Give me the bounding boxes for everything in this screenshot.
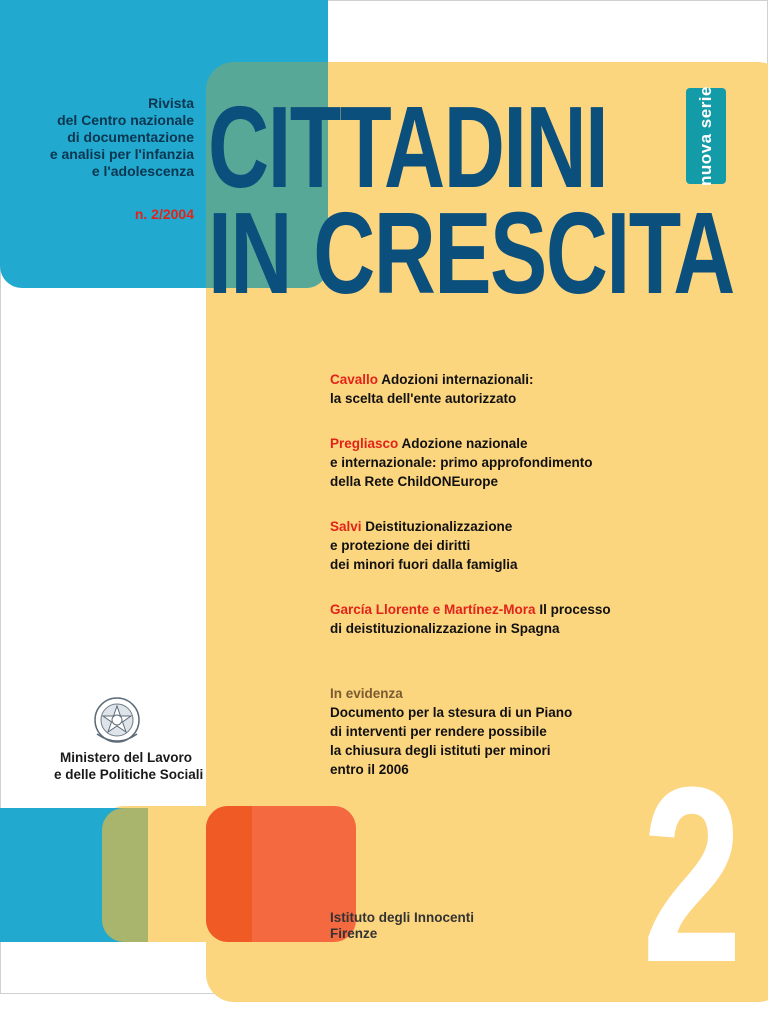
ministry-name — [54, 749, 204, 783]
journal-subtitle — [50, 95, 194, 180]
article-title-part: e protezione dei diritti — [330, 538, 471, 553]
evidenza-line: di interventi per rendere possibile — [330, 724, 547, 739]
article-author: Salvi — [330, 519, 362, 534]
article-entry — [330, 517, 730, 574]
subtitle-line: di documentazione — [67, 129, 194, 145]
article-title-part: Deistituzionalizzazione — [365, 519, 513, 534]
masthead-title-line1: CITTADINI — [208, 82, 608, 212]
article-author: Cavallo — [330, 372, 379, 387]
evidenza-line: Documento per la stesura di un Piano — [330, 705, 573, 720]
article-line — [330, 370, 730, 389]
evidenza-line: la chiusura degli istituti per minori — [330, 743, 551, 758]
article-title-part: Il processo — [539, 602, 611, 617]
ministry-line: e delle Politiche Sociali — [54, 767, 204, 782]
article-title-part: della Rete ChildONEurope — [330, 474, 499, 489]
article-entry — [330, 600, 730, 638]
article-line — [330, 517, 730, 536]
article-entry — [330, 434, 730, 491]
article-author: García Llorente e Martínez-Mora — [330, 602, 536, 617]
publisher-line: Istituto degli Innocenti — [330, 910, 474, 925]
article-title-part: Adozione nazionale — [401, 436, 528, 451]
italian-republic-emblem-icon — [91, 696, 143, 748]
ministry-line: Ministero del Lavoro — [59, 750, 193, 765]
article-entry — [330, 370, 730, 408]
article-title-part: Adozioni internazionali: — [381, 372, 534, 387]
publisher — [330, 910, 474, 942]
article-title-part: la scelta dell'ente autorizzato — [330, 391, 517, 406]
subtitle-line: e analisi per l'infanzia — [49, 146, 194, 162]
big-issue-number: 2 — [642, 735, 743, 1014]
in-evidenza-block — [330, 684, 572, 779]
bottom-dark-orange-overlap — [206, 806, 252, 942]
subtitle-line: del Centro nazionale — [57, 112, 194, 128]
issue-number: n. 2/2004 — [134, 206, 194, 222]
article-title-part: di deistituzionalizzazione in Spagna — [330, 621, 560, 636]
article-line — [330, 600, 730, 619]
article-author: Pregliasco — [330, 436, 399, 451]
masthead-title-line2: IN CRESCITA — [208, 188, 734, 318]
article-list — [330, 370, 730, 664]
nuova-serie-label: nuova serie — [696, 86, 715, 186]
evidenza-line: entro il 2006 — [330, 762, 409, 777]
article-title-part: e internazionale: primo approfondimento — [330, 455, 593, 470]
article-title-part: dei minori fuori dalla famiglia — [330, 557, 518, 572]
publisher-line: Firenze — [330, 926, 378, 941]
bottom-olive-overlap — [102, 808, 148, 942]
in-evidenza-label: In evidenza — [330, 686, 403, 701]
subtitle-line: Rivista — [148, 95, 194, 111]
article-line — [330, 434, 730, 453]
subtitle-line: e l'adolescenza — [91, 163, 194, 179]
